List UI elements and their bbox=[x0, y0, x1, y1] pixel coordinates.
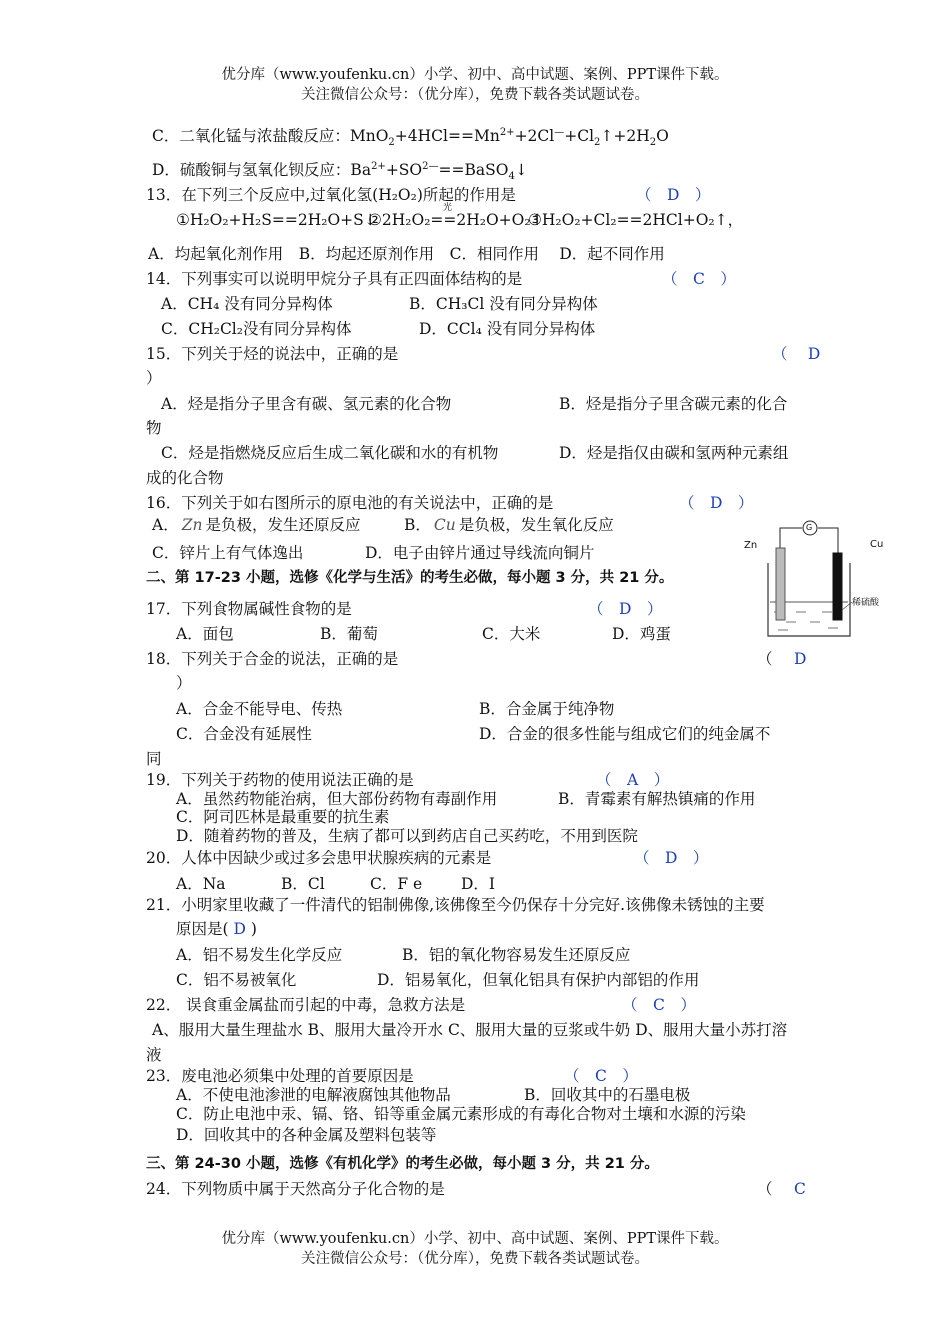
q18-option-c: C．合金没有延展性 bbox=[176, 725, 312, 743]
q21-answer: D bbox=[228, 920, 251, 938]
q23-option-b: B．回收其中的石墨电极 bbox=[524, 1086, 691, 1104]
q18-option-a: A．合金不能导电、传热 bbox=[176, 700, 343, 718]
q17-option-b: B．葡萄 bbox=[320, 625, 378, 643]
q17-answer: （ D ） bbox=[588, 600, 663, 618]
section-3-heading: 三、第 24-30 小题，选修《有机化学》的考生必做，每小题 3 分，共 21 分。 bbox=[146, 1156, 659, 1172]
q15-option-b: B．烃是指分子里含碳元素的化合 bbox=[559, 395, 788, 413]
q15-answer-close: ） bbox=[146, 369, 162, 387]
q13-eq2: ②2H₂O₂==2H₂O+O₂↑ bbox=[368, 211, 544, 229]
q22-options-cont: 液 bbox=[146, 1046, 162, 1064]
q14-option-d: D．CCl₄ 没有同分异构体 bbox=[419, 320, 596, 338]
q21-stem: 21．小明家里收藏了一件清代的铝制佛像,该佛像至今仍保存十分完好.该佛像未锈蚀的主要 bbox=[146, 896, 765, 914]
q19-option-d: D．随着药物的普及，生病了都可以到药店自己买药吃，不用到医院 bbox=[176, 827, 638, 845]
q15-option-a: A．烃是指分子里含有碳、氢元素的化合物 bbox=[161, 395, 452, 413]
galvanic-cell-diagram bbox=[740, 518, 890, 648]
q15-option-d: D．烃是指仅由碳和氢两种元素组 bbox=[559, 444, 789, 462]
q21-option-b: B．铝的氧化物容易发生还原反应 bbox=[402, 946, 631, 964]
q21-option-c: C．铝不易被氧化 bbox=[176, 971, 297, 989]
q16-stem: 16．下列关于如右图所示的原电池的有关说法中，正确的是 bbox=[146, 494, 554, 512]
q14-stem: 14．下列事实可以说明甲烷分子具有正四面体结构的是 bbox=[146, 270, 523, 288]
diagram-meter-label: G bbox=[806, 523, 813, 532]
q24-answer: C bbox=[794, 1180, 806, 1198]
q21-stem-cont: 原因是( D ) bbox=[176, 920, 257, 938]
q19-option-a: A．虽然药物能治病，但大部份药物有毒副作用 bbox=[176, 790, 498, 808]
q20-answer: （ D ） bbox=[634, 849, 709, 867]
q22-stem: 22． 误食重金属盐而引起的中毒，急救方法是 bbox=[146, 996, 466, 1014]
q20-option-b: B．Cl bbox=[281, 875, 325, 893]
q15-option-b-cont: 物 bbox=[146, 419, 162, 437]
copper-electrode bbox=[833, 553, 842, 620]
q18-answer-open: （ bbox=[757, 650, 773, 668]
q13-answer: （ D ） bbox=[636, 186, 711, 204]
q18-answer: D bbox=[794, 650, 807, 668]
q18-option-d-cont: 同 bbox=[146, 750, 162, 768]
q23-option-d: D．回收其中的各种金属及塑料包装等 bbox=[176, 1126, 437, 1144]
q19-answer: （ A ） bbox=[596, 771, 670, 789]
q14-option-b: B．CH₃Cl 没有同分异构体 bbox=[409, 295, 598, 313]
q14-answer: （ C ） bbox=[662, 270, 736, 288]
q16-option-c: C．锌片上有气体逸出 bbox=[152, 544, 304, 562]
q17-option-a: A．面包 bbox=[176, 625, 234, 643]
q21-option-d: D．铝易氧化，但氧化铝具有保护内部铝的作用 bbox=[377, 971, 700, 989]
page-footer-line2: 关注微信公众号：（优分库），免费下载各类试题试卷。 bbox=[301, 1251, 649, 1267]
diagram-zn-label: Zn bbox=[744, 540, 758, 551]
q18-stem: 18．下列关于合金的说法，正确的是 bbox=[146, 650, 399, 668]
q14-option-c: C．CH₂Cl₂没有同分异构体 bbox=[161, 320, 352, 338]
galvanic-cell-figure bbox=[740, 518, 890, 648]
q18-answer-close: ） bbox=[176, 674, 192, 692]
q13-stem: 13．在下列三个反应中,过氧化氢(H₂O₂)所起的作用是 bbox=[146, 186, 516, 204]
q23-answer: （ C ） bbox=[564, 1067, 638, 1085]
q17-option-c: C．大米 bbox=[482, 625, 541, 643]
q19-option-c: C．阿司匹林是最重要的抗生素 bbox=[176, 808, 390, 826]
page-footer-line1: 优分库（www.youfenku.cn）小学、初中、高中试题、案例、PPT课件下载。 bbox=[221, 1231, 729, 1247]
q15-stem: 15．下列关于烃的说法中，正确的是 bbox=[146, 345, 399, 363]
q14-option-a: A．CH₄ 没有同分异构体 bbox=[161, 295, 333, 313]
q12-option-c: C．二氧化锰与浓盐酸反应：$MnO_2+4HCl==Mn^{2+}+2Cl^—+Cl_2↑+2H_2O$ bbox=[152, 126, 669, 149]
page-header-line2: 关注微信公众号：（优分库），免费下载各类试题试卷。 bbox=[301, 87, 649, 103]
diagram-acid-label: 稀硫酸 bbox=[852, 598, 880, 608]
q23-option-a: A．不使电池渗泄的电解液腐蚀其他物品 bbox=[176, 1086, 451, 1104]
q20-option-c: C．F e bbox=[370, 875, 423, 893]
q17-option-d: D．鸡蛋 bbox=[612, 625, 671, 643]
q19-option-b: B．青霉素有解热镇痛的作用 bbox=[558, 790, 756, 808]
q16-option-b: B． Cu 是负极，发生氧化反应 bbox=[404, 516, 614, 534]
page-header-line1: 优分库（www.youfenku.cn）小学、初中、高中试题、案例、PPT课件下载。 bbox=[221, 67, 729, 83]
q20-option-d: D．I bbox=[461, 875, 496, 893]
q16-answer: （ D ） bbox=[679, 494, 754, 512]
q13-eq3: ③H₂O₂+Cl₂==2HCl+O₂↑， bbox=[528, 211, 744, 229]
q18-option-b: B．合金属于纯净物 bbox=[479, 700, 615, 718]
q20-stem: 20．人体中因缺少或过多会患甲状腺疾病的元素是 bbox=[146, 849, 492, 867]
zinc-electrode bbox=[776, 548, 785, 620]
q21-option-a: A．铝不易发生化学反应 bbox=[176, 946, 343, 964]
q13-eq1: ①H₂O₂+H₂S==2H₂O+S↓ bbox=[176, 211, 377, 229]
q13-light-label: 光 bbox=[443, 203, 453, 213]
q23-option-c: C．防止电池中汞、镉、铬、铅等重金属元素形成的有毒化合物对土壤和水源的污染 bbox=[176, 1105, 746, 1123]
q15-answer: （ D bbox=[772, 345, 821, 363]
q24-stem: 24．下列物质中属于天然高分子化合物的是 bbox=[146, 1180, 445, 1198]
section-2-heading: 二、第 17-23 小题，选修《化学与生活》的考生必做，每小题 3 分，共 21 分。 bbox=[146, 570, 674, 586]
diagram-cu-label: Cu bbox=[870, 539, 884, 550]
q22-options: A、服用大量生理盐水 B、服用大量冷开水 C、服用大量的豆浆或牛奶 D、服用大量小苏打溶 bbox=[152, 1021, 788, 1039]
q23-stem: 23．废电池必须集中处理的首要原因是 bbox=[146, 1067, 414, 1085]
q17-stem: 17．下列食物属碱性食物的是 bbox=[146, 600, 352, 618]
q22-answer: （ C ） bbox=[622, 996, 696, 1014]
q15-option-c: C．烃是指燃烧反应后生成二氧化碳和水的有机物 bbox=[161, 444, 499, 462]
q18-option-d: D．合金的很多性能与组成它们的纯金属不 bbox=[479, 725, 771, 743]
q15-option-d-cont: 成的化合物 bbox=[146, 469, 224, 487]
q16-option-a: A． Zn 是负极，发生还原反应 bbox=[152, 516, 361, 534]
q20-option-a: A．Na bbox=[176, 875, 226, 893]
q16-option-d: D．电子由锌片通过导线流向铜片 bbox=[365, 544, 595, 562]
q19-stem: 19．下列关于药物的使用说法正确的是 bbox=[146, 771, 414, 789]
q12-option-d: D．硫酸铜与氢氧化钡反应：$Ba^{2+}+SO^{2—}==BaSO_4↓$ bbox=[152, 160, 528, 183]
q13-options: A．均起氧化剂作用 B．均起还原剂作用 C．相同作用 D．起不同作用 bbox=[148, 245, 665, 263]
q24-answer-open: （ bbox=[757, 1180, 773, 1198]
